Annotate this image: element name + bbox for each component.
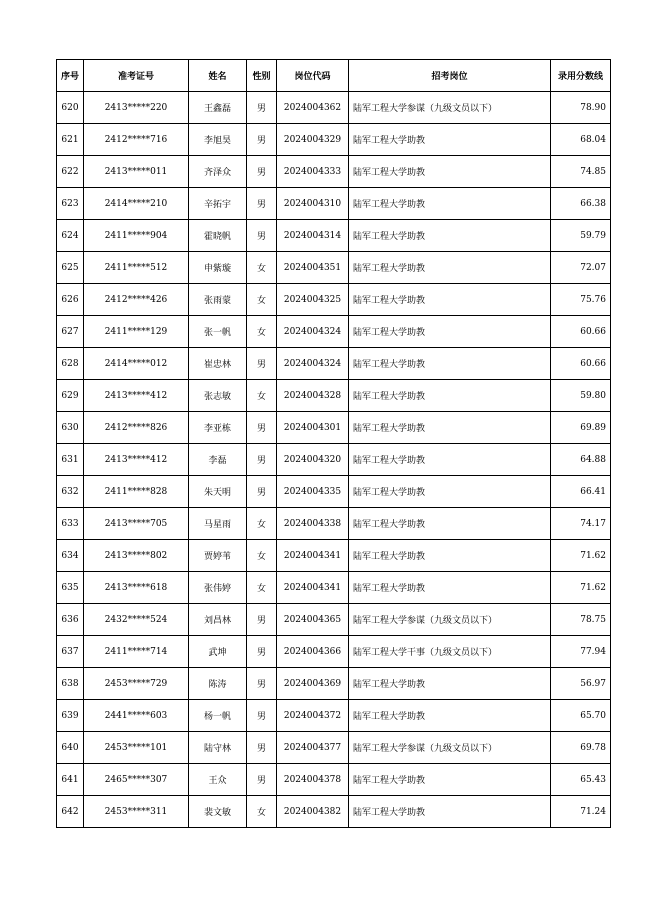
post-code-cell: 2024004365 [277, 604, 349, 636]
header-score: 录用分数线 [551, 60, 611, 92]
table-row [57, 668, 611, 700]
post-code-cell: 2024004369 [277, 668, 349, 700]
post-cell: 陆军工程大学助教 [349, 572, 551, 604]
seq-cell: 641 [57, 764, 84, 796]
exam-id-cell: 2414*****210 [84, 188, 189, 220]
seq-cell: 621 [57, 124, 84, 156]
name-cell: 辛拓宇 [189, 188, 247, 220]
post-code-cell: 2024004351 [277, 252, 349, 284]
table-row [57, 796, 611, 828]
score-cell: 59.79 [551, 220, 611, 252]
seq-cell: 637 [57, 636, 84, 668]
score-cell: 71.24 [551, 796, 611, 828]
gender-cell: 男 [247, 764, 277, 796]
post-cell: 陆军工程大学助教 [349, 348, 551, 380]
gender-cell: 女 [247, 252, 277, 284]
post-code-cell: 2024004320 [277, 444, 349, 476]
name-cell: 马星雨 [189, 508, 247, 540]
post-cell: 陆军工程大学助教 [349, 316, 551, 348]
exam-id-cell: 2411*****828 [84, 476, 189, 508]
seq-cell: 624 [57, 220, 84, 252]
gender-cell: 女 [247, 284, 277, 316]
header-post: 招考岗位 [349, 60, 551, 92]
gender-cell: 男 [247, 604, 277, 636]
post-cell: 陆军工程大学助教 [349, 156, 551, 188]
post-cell: 陆军工程大学助教 [349, 124, 551, 156]
score-cell: 72.07 [551, 252, 611, 284]
exam-id-cell: 2412*****716 [84, 124, 189, 156]
name-cell: 陆守林 [189, 732, 247, 764]
table-row [57, 220, 611, 252]
score-cell: 69.78 [551, 732, 611, 764]
table-row [57, 316, 611, 348]
gender-cell: 男 [247, 220, 277, 252]
gender-cell: 男 [247, 412, 277, 444]
post-code-cell: 2024004329 [277, 124, 349, 156]
header-seq: 序号 [57, 60, 84, 92]
score-cell: 69.89 [551, 412, 611, 444]
table-row [57, 380, 611, 412]
post-cell: 陆军工程大学参谋（九级文员以下） [349, 604, 551, 636]
score-cell: 59.80 [551, 380, 611, 412]
seq-cell: 626 [57, 284, 84, 316]
header-post-code: 岗位代码 [277, 60, 349, 92]
table-row [57, 700, 611, 732]
gender-cell: 男 [247, 444, 277, 476]
exam-id-cell: 2411*****904 [84, 220, 189, 252]
exam-id-cell: 2412*****426 [84, 284, 189, 316]
table-body [57, 92, 611, 828]
table-row [57, 572, 611, 604]
gender-cell: 女 [247, 796, 277, 828]
post-code-cell: 2024004338 [277, 508, 349, 540]
score-cell: 68.04 [551, 124, 611, 156]
gender-cell: 女 [247, 540, 277, 572]
post-cell: 陆军工程大学助教 [349, 668, 551, 700]
seq-cell: 629 [57, 380, 84, 412]
name-cell: 贾婷苇 [189, 540, 247, 572]
table-header-row [57, 60, 611, 92]
seq-cell: 633 [57, 508, 84, 540]
name-cell: 齐泽众 [189, 156, 247, 188]
table-row [57, 124, 611, 156]
table-row [57, 156, 611, 188]
seq-cell: 620 [57, 92, 84, 124]
name-cell: 王众 [189, 764, 247, 796]
table-row [57, 508, 611, 540]
score-cell: 60.66 [551, 316, 611, 348]
score-cell: 74.85 [551, 156, 611, 188]
post-code-cell: 2024004301 [277, 412, 349, 444]
post-code-cell: 2024004341 [277, 572, 349, 604]
gender-cell: 男 [247, 732, 277, 764]
name-cell: 朱天明 [189, 476, 247, 508]
name-cell: 张雨蒙 [189, 284, 247, 316]
post-code-cell: 2024004310 [277, 188, 349, 220]
name-cell: 张伟婷 [189, 572, 247, 604]
name-cell: 武坤 [189, 636, 247, 668]
gender-cell: 男 [247, 700, 277, 732]
exam-id-cell: 2411*****512 [84, 252, 189, 284]
exam-id-cell: 2453*****101 [84, 732, 189, 764]
post-cell: 陆军工程大学助教 [349, 220, 551, 252]
post-cell: 陆军工程大学干事（九级文员以下） [349, 636, 551, 668]
score-cell: 65.70 [551, 700, 611, 732]
post-code-cell: 2024004378 [277, 764, 349, 796]
post-code-cell: 2024004328 [277, 380, 349, 412]
score-cell: 78.90 [551, 92, 611, 124]
post-cell: 陆军工程大学参谋（九级文员以下） [349, 732, 551, 764]
table-row [57, 732, 611, 764]
gender-cell: 男 [247, 476, 277, 508]
post-code-cell: 2024004324 [277, 316, 349, 348]
name-cell: 杨一帆 [189, 700, 247, 732]
post-cell: 陆军工程大学助教 [349, 412, 551, 444]
post-cell: 陆军工程大学助教 [349, 188, 551, 220]
table-row [57, 604, 611, 636]
exam-id-cell: 2432*****524 [84, 604, 189, 636]
post-code-cell: 2024004377 [277, 732, 349, 764]
name-cell: 王鑫磊 [189, 92, 247, 124]
score-cell: 71.62 [551, 540, 611, 572]
post-code-cell: 2024004335 [277, 476, 349, 508]
name-cell: 张一帆 [189, 316, 247, 348]
name-cell: 申紫璇 [189, 252, 247, 284]
seq-cell: 642 [57, 796, 84, 828]
seq-cell: 639 [57, 700, 84, 732]
score-cell: 56.97 [551, 668, 611, 700]
seq-cell: 627 [57, 316, 84, 348]
seq-cell: 631 [57, 444, 84, 476]
gender-cell: 女 [247, 316, 277, 348]
seq-cell: 634 [57, 540, 84, 572]
gender-cell: 女 [247, 380, 277, 412]
post-cell: 陆军工程大学参谋（九级文员以下） [349, 92, 551, 124]
post-code-cell: 2024004324 [277, 348, 349, 380]
gender-cell: 女 [247, 508, 277, 540]
post-cell: 陆军工程大学助教 [349, 764, 551, 796]
header-name: 姓名 [189, 60, 247, 92]
name-cell: 李亚栋 [189, 412, 247, 444]
exam-id-cell: 2413*****412 [84, 444, 189, 476]
score-cell: 74.17 [551, 508, 611, 540]
seq-cell: 622 [57, 156, 84, 188]
exam-id-cell: 2413*****618 [84, 572, 189, 604]
table-row [57, 412, 611, 444]
gender-cell: 男 [247, 188, 277, 220]
score-cell: 60.66 [551, 348, 611, 380]
score-cell: 66.38 [551, 188, 611, 220]
post-code-cell: 2024004372 [277, 700, 349, 732]
seq-cell: 636 [57, 604, 84, 636]
seq-cell: 632 [57, 476, 84, 508]
admission-score-table [56, 59, 611, 828]
seq-cell: 630 [57, 412, 84, 444]
exam-id-cell: 2411*****129 [84, 316, 189, 348]
post-code-cell: 2024004314 [277, 220, 349, 252]
seq-cell: 640 [57, 732, 84, 764]
table-row [57, 636, 611, 668]
seq-cell: 638 [57, 668, 84, 700]
exam-id-cell: 2414*****012 [84, 348, 189, 380]
header-gender: 性别 [247, 60, 277, 92]
header-exam-id: 准考证号 [84, 60, 189, 92]
score-cell: 65.43 [551, 764, 611, 796]
post-cell: 陆军工程大学助教 [349, 476, 551, 508]
name-cell: 陈涛 [189, 668, 247, 700]
gender-cell: 男 [247, 156, 277, 188]
exam-id-cell: 2453*****311 [84, 796, 189, 828]
name-cell: 张志敏 [189, 380, 247, 412]
post-cell: 陆军工程大学助教 [349, 700, 551, 732]
score-cell: 75.76 [551, 284, 611, 316]
seq-cell: 625 [57, 252, 84, 284]
post-cell: 陆军工程大学助教 [349, 508, 551, 540]
gender-cell: 男 [247, 636, 277, 668]
seq-cell: 628 [57, 348, 84, 380]
exam-id-cell: 2411*****714 [84, 636, 189, 668]
post-cell: 陆军工程大学助教 [349, 444, 551, 476]
score-cell: 71.62 [551, 572, 611, 604]
score-cell: 64.88 [551, 444, 611, 476]
gender-cell: 男 [247, 92, 277, 124]
gender-cell: 男 [247, 348, 277, 380]
exam-id-cell: 2413*****220 [84, 92, 189, 124]
exam-id-cell: 2465*****307 [84, 764, 189, 796]
gender-cell: 男 [247, 668, 277, 700]
exam-id-cell: 2413*****011 [84, 156, 189, 188]
seq-cell: 635 [57, 572, 84, 604]
table-row [57, 92, 611, 124]
exam-id-cell: 2413*****412 [84, 380, 189, 412]
post-code-cell: 2024004325 [277, 284, 349, 316]
table-row [57, 476, 611, 508]
post-cell: 陆军工程大学助教 [349, 796, 551, 828]
table-row [57, 444, 611, 476]
exam-id-cell: 2412*****826 [84, 412, 189, 444]
post-code-cell: 2024004333 [277, 156, 349, 188]
table-row [57, 188, 611, 220]
exam-id-cell: 2453*****729 [84, 668, 189, 700]
score-cell: 77.94 [551, 636, 611, 668]
table-row [57, 284, 611, 316]
name-cell: 崔忠林 [189, 348, 247, 380]
name-cell: 刘昌林 [189, 604, 247, 636]
exam-id-cell: 2413*****802 [84, 540, 189, 572]
seq-cell: 623 [57, 188, 84, 220]
gender-cell: 男 [247, 124, 277, 156]
score-cell: 66.41 [551, 476, 611, 508]
post-code-cell: 2024004362 [277, 92, 349, 124]
table-row [57, 252, 611, 284]
table-row [57, 764, 611, 796]
post-cell: 陆军工程大学助教 [349, 252, 551, 284]
post-code-cell: 2024004366 [277, 636, 349, 668]
table-row [57, 540, 611, 572]
post-cell: 陆军工程大学助教 [349, 540, 551, 572]
exam-id-cell: 2441*****603 [84, 700, 189, 732]
name-cell: 李磊 [189, 444, 247, 476]
post-code-cell: 2024004382 [277, 796, 349, 828]
name-cell: 李旭昊 [189, 124, 247, 156]
name-cell: 裴文敏 [189, 796, 247, 828]
post-cell: 陆军工程大学助教 [349, 284, 551, 316]
gender-cell: 女 [247, 572, 277, 604]
score-cell: 78.75 [551, 604, 611, 636]
name-cell: 霍晓帆 [189, 220, 247, 252]
table-row [57, 348, 611, 380]
exam-id-cell: 2413*****705 [84, 508, 189, 540]
post-code-cell: 2024004341 [277, 540, 349, 572]
post-cell: 陆军工程大学助教 [349, 380, 551, 412]
